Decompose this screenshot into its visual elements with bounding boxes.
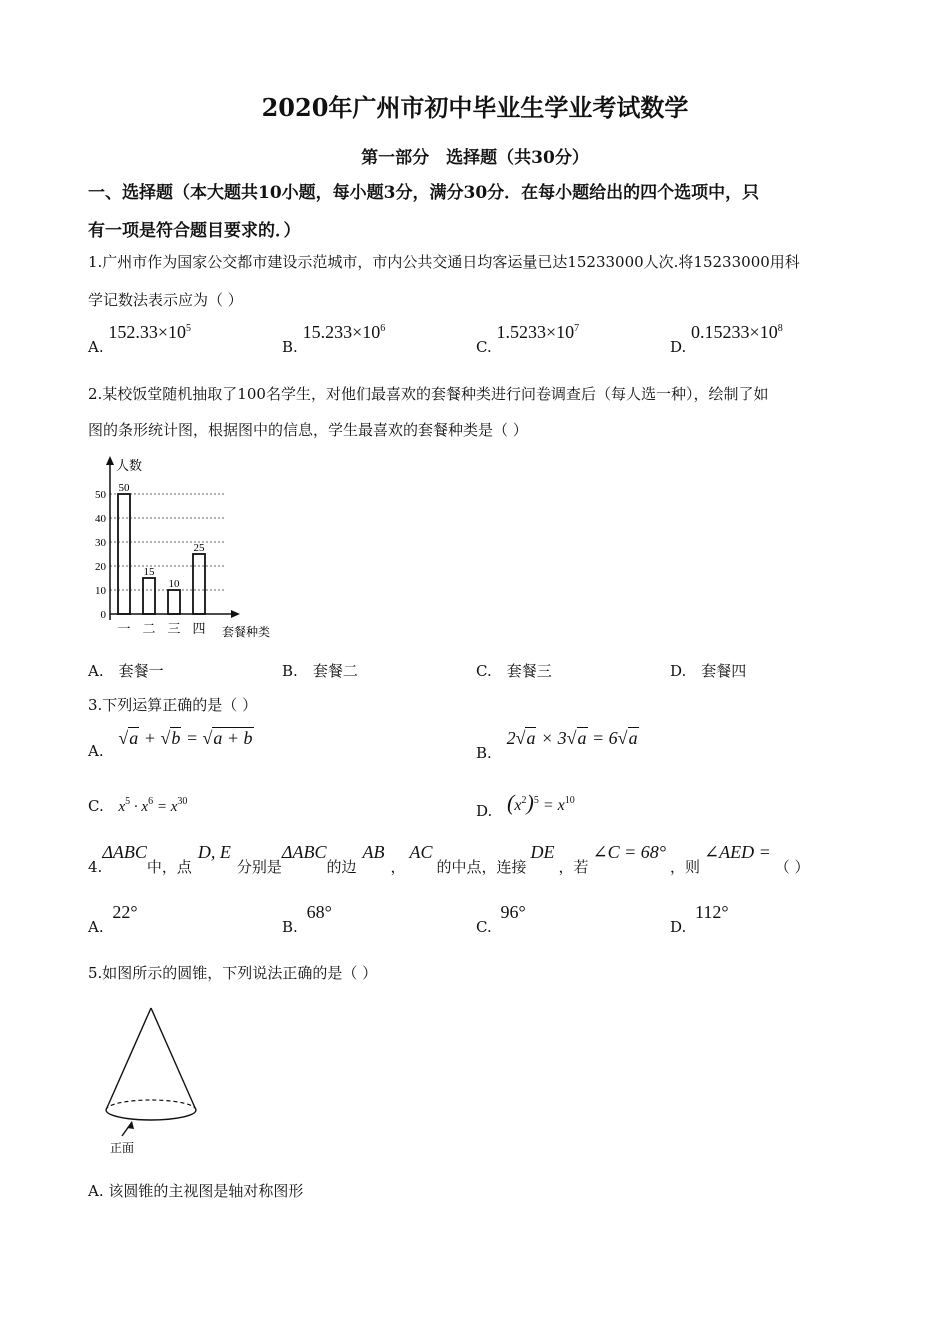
operator: = <box>185 728 198 748</box>
exponent: 7 <box>574 323 580 334</box>
front-arrow-head <box>127 1121 134 1129</box>
math-term: ∠AED = <box>704 842 771 862</box>
option-letter: A. <box>88 338 104 356</box>
operator: + <box>143 728 156 748</box>
q2-option-a[interactable] <box>88 660 164 681</box>
mantissa: 15.233 <box>302 322 353 342</box>
exponent: 10 <box>564 795 575 806</box>
option-letter: C. <box>476 662 492 680</box>
y-tick-label: 40 <box>95 513 106 525</box>
mantissa: 0.15233 <box>691 322 750 342</box>
variable: x <box>141 799 149 815</box>
option-text: 套餐四 <box>701 662 747 680</box>
q1-option-a[interactable]: A. $152.33\times 10^5$ <box>88 322 192 356</box>
y-tick-label: 0 <box>100 609 106 621</box>
math-term: ΔABC <box>281 842 327 862</box>
y-axis-label: 人数 <box>116 458 143 473</box>
option-letter: D. <box>476 802 493 820</box>
operator: · <box>133 799 138 815</box>
category-label: 四 <box>192 621 206 636</box>
bar-value-label: 10 <box>168 578 180 590</box>
variable: x <box>170 799 178 815</box>
category-label: 一 <box>117 621 131 636</box>
part-title: 第一部分 选择题（共30分） <box>361 148 589 168</box>
q1-option-c[interactable]: C. $1.5233\times 10^7$ <box>476 322 580 356</box>
category-labels <box>117 621 205 636</box>
q2-option-b[interactable] <box>282 660 358 681</box>
mantissa: 1.5233 <box>496 322 546 342</box>
option-letter: D. <box>670 338 687 356</box>
cone-left-edge <box>106 1008 151 1110</box>
option-value: 112° <box>695 902 729 922</box>
option-letter: C. <box>476 338 492 356</box>
option-letter: A. <box>88 918 104 936</box>
y-tick-label: 10 <box>95 585 106 597</box>
x-axis-label: 套餐种类 <box>222 625 271 639</box>
radicand: a <box>526 728 536 748</box>
q2-stem-line1: 2.某校饭堂随机抽取了100名学生，对他们最喜欢的套餐种类进行问卷调查后（每人选一种），绘制了如 <box>88 385 769 403</box>
exponent: 5 <box>125 796 131 807</box>
cone-right-edge <box>151 1008 196 1110</box>
exponent: 6 <box>148 796 154 807</box>
q1-stem-line1: 1.广州市作为国家公交都市建设示范城市，市内公共交通日均客运量已达15233000人次.将15233000用科 <box>88 253 800 271</box>
section-heading-line1: 一、选择题（本大题共10小题，每小题3分，满分30分．在每小题给出的四个选项中，只 <box>88 183 760 203</box>
variable: x <box>118 799 126 815</box>
chart-gridlines <box>110 494 226 590</box>
stem-text: （ ） <box>774 858 810 876</box>
option-value: 68° <box>306 902 332 922</box>
question-number: 4. <box>88 858 103 876</box>
front-label: 正面 <box>110 1141 135 1155</box>
q2-option-c[interactable] <box>476 660 552 681</box>
stem-text: ，若 <box>558 858 589 876</box>
math-term: ∠C = 68° <box>592 842 666 862</box>
option-letter: B. <box>282 918 298 936</box>
stem-text: 的中点，连接 <box>436 858 527 876</box>
y-tick-label: 30 <box>95 537 106 549</box>
q4-option-d[interactable] <box>670 902 729 936</box>
variable: x <box>514 797 522 814</box>
exponent: 30 <box>177 796 188 807</box>
q5-stem: 5.如图所示的圆锥，下列说法正确的是（ ） <box>88 964 378 982</box>
option-text: 套餐二 <box>312 662 358 680</box>
radicand: a + b <box>213 728 253 748</box>
q3-stem: 3.下列运算正确的是（ ） <box>88 696 258 714</box>
cone-base-front <box>106 1110 196 1120</box>
bar <box>118 494 130 614</box>
q3-option-c[interactable] <box>88 796 187 816</box>
option-letter: B. <box>282 662 298 680</box>
bar-value-label: 50 <box>118 482 130 494</box>
option-value: 22° <box>112 902 138 922</box>
radicand: a <box>628 728 638 748</box>
q4-stem <box>88 842 810 876</box>
math-term: DE <box>530 842 555 862</box>
q3-option-a[interactable]: A. √a + √b = √a + b <box>88 728 253 760</box>
math-term: AC <box>409 842 433 862</box>
operator: = <box>592 728 605 748</box>
y-tick-label: 50 <box>95 489 106 501</box>
exponent: 6 <box>380 323 386 334</box>
bar <box>193 554 205 614</box>
stem-text: 中，点 <box>146 858 192 876</box>
page-title: 2020年广州市初中毕业生学业考试数学 <box>261 93 689 122</box>
bar-chart <box>84 452 284 644</box>
bar <box>143 578 155 614</box>
bar-value-label: 15 <box>143 566 155 578</box>
operator: = <box>156 799 167 815</box>
option-letter: C. <box>476 918 492 936</box>
q2-option-d[interactable] <box>670 660 746 681</box>
y-ticks <box>95 489 107 621</box>
exponent: 2 <box>521 795 527 806</box>
stem-text: 分别是 <box>236 858 282 876</box>
option-letter: D. <box>670 918 687 936</box>
operator: × <box>540 728 554 748</box>
option-text: 套餐一 <box>118 662 164 680</box>
q4-option-a[interactable] <box>88 902 138 936</box>
option-letter: A. <box>88 662 104 680</box>
q3-option-b[interactable]: B. 2√a × 3√a = 6√a <box>476 728 638 762</box>
bar-value-label: 25 <box>193 542 205 554</box>
q5-option-a[interactable]: A. 该圆锥的主视图是轴对称图形 <box>88 1182 304 1200</box>
y-tick-label: 20 <box>95 561 106 573</box>
stem-text: ， <box>390 858 406 876</box>
math-term: D, E <box>197 842 231 862</box>
q4-option-c[interactable] <box>476 902 526 936</box>
exponent: 5 <box>533 795 539 806</box>
cone-figure <box>96 1000 212 1160</box>
radicand: a <box>577 728 587 748</box>
category-label: 三 <box>167 621 181 636</box>
q1-option-b[interactable]: B. $15.233\times 10^6$ <box>282 322 386 356</box>
stem-text: ，则 <box>669 858 700 876</box>
option-letter: B. <box>476 744 492 762</box>
coefficient: 2 <box>506 728 516 748</box>
bars <box>118 482 205 614</box>
variable: x <box>557 797 565 814</box>
exponent: 5 <box>186 323 192 334</box>
option-letter: B. <box>282 338 298 356</box>
math-term: ΔABC <box>102 842 147 862</box>
q4-option-b[interactable] <box>282 902 332 936</box>
y-axis-arrow <box>106 456 114 465</box>
operator: = <box>542 797 554 814</box>
math-term: AB <box>362 842 385 862</box>
section-heading-line2: 有一项是符合题目要求的．） <box>88 221 301 241</box>
cone-base-back <box>106 1100 196 1110</box>
q3-option-d[interactable]: D. $(x^2)^5 = x^{10}$ <box>476 790 575 820</box>
option-text: 套餐三 <box>506 662 552 680</box>
option-letter: A. <box>88 742 104 760</box>
q1-option-d[interactable]: D. $0.15233\times 10^8$ <box>670 322 783 356</box>
q1-stem-line2: 学记数法表示应为（ ） <box>88 291 243 309</box>
coefficient: 3 <box>557 728 567 748</box>
mantissa: 152.33 <box>108 322 158 342</box>
x-axis-arrow <box>231 610 240 618</box>
radicand: b <box>171 728 181 748</box>
option-letter: C. <box>88 797 104 815</box>
radicand: a <box>129 728 139 748</box>
bar <box>168 590 180 614</box>
stem-text: 的边 <box>326 858 357 876</box>
exponent: 8 <box>777 323 783 334</box>
q2-stem-line2: 图的条形统计图，根据图中的信息，学生最喜欢的套餐种类是（ ） <box>88 421 528 439</box>
option-letter: D. <box>670 662 687 680</box>
category-label: 二 <box>142 621 156 636</box>
coefficient: 6 <box>608 728 618 748</box>
option-value: 96° <box>500 902 526 922</box>
